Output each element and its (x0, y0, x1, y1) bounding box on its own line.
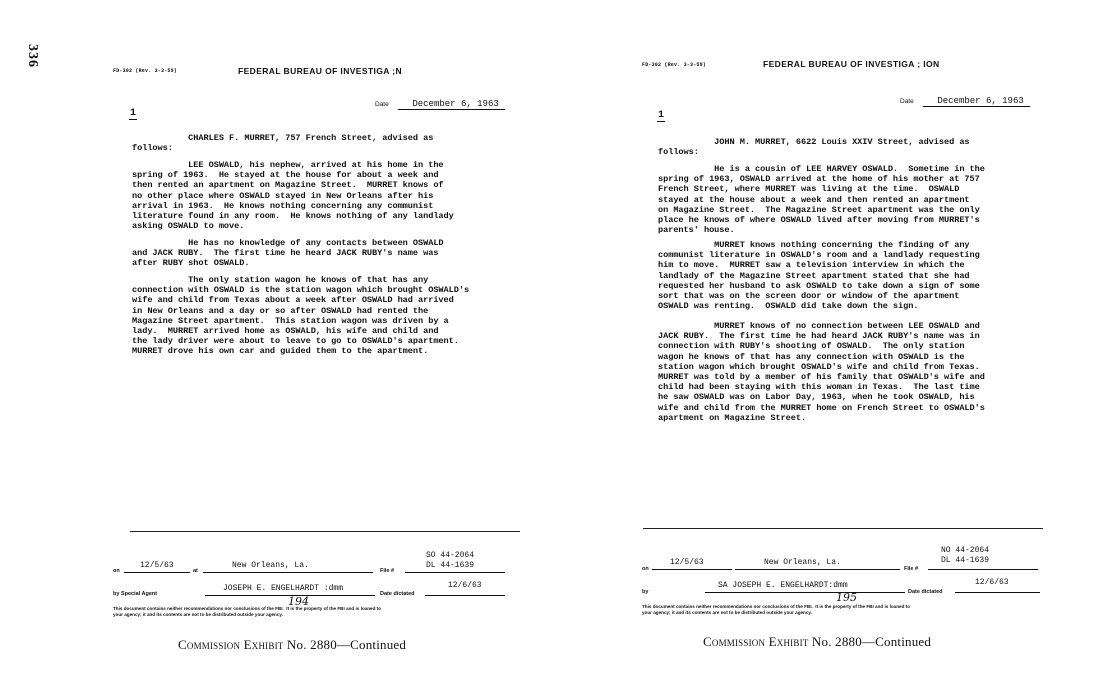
disclaimer: This document contains neither recommendations nor conclusions of the FBI. It is the property of the FBI and is loaned to your agency; it and its contents are not to be distributed outside your agency. (113, 606, 381, 617)
page-number: 336 (25, 44, 40, 68)
left-document (0, 0, 520, 691)
on-label: on (113, 568, 120, 574)
date-line (375, 93, 505, 111)
paragraph-4: The only station wagon he knows of that has any connection with OSWALD is the station wagon which brought OSWALD's wife and child from Texas about a week after OSWALD had arrived in New Orleans and a day or so after OSWALD had rented the Magazine Street apartment. This station wagon was driven by a lady. MURRET arrived home as OSWALD, his wife and child and the lady driver were about to leave to go to OSWALD's apartment. MURRET drove his own car and guided them to the apartment. (132, 275, 470, 357)
section-number: 1 (130, 108, 137, 119)
on-label: on (642, 566, 649, 572)
file-underline (928, 569, 1038, 570)
disclaimer: This document contains neither recommendations nor conclusions of the FBI. It is the property of the FBI and is loaned to your agency; it and its contents are not to be distributed outside your agency. (642, 604, 910, 615)
dictated-label: Date dictated (908, 589, 943, 595)
agent-underline (705, 592, 905, 593)
form-rule (130, 531, 520, 532)
dictated-underline (955, 592, 1040, 593)
on-value: 12/5/63 (670, 558, 704, 567)
file-value-2: DL 44-1639 (426, 561, 475, 570)
dictated-label: Date dictated (380, 591, 415, 597)
file-label: File # (380, 568, 395, 574)
exhibit-caption (703, 634, 931, 650)
on-value: 12/5/63 (140, 561, 174, 570)
date-label: Date (375, 101, 389, 108)
paragraph-2: LEE OSWALD, his nephew, arrived at his home in the spring of 1963. He stayed at the house for about a week and then rented an apartment on Magazine Street. MURRET knows of no other place where OSWALD stayed in New Orleans after his arrival in 1963. He knows nothing concerning any communist literature found in any room. He knows nothing of any landlady asking OSWALD to move. (132, 160, 454, 232)
file-underline (405, 572, 505, 573)
form-rule (643, 528, 1043, 529)
agent-value: JOSEPH E. ENGELHARDT :dmm (223, 584, 344, 593)
file-label: File # (904, 566, 919, 572)
file-value-1: NO 44-2064 (941, 546, 990, 555)
bureau-header: FEDERAL BUREAU OF INVESTIGA ; ION (763, 59, 940, 69)
handwritten-number: 195 (836, 591, 857, 604)
date-value: December 6, 1963 (398, 99, 504, 110)
agent-value: SA JOSEPH E. ENGELHARDT:dmm (718, 581, 848, 590)
exhibit-word-commission: Commission (703, 634, 766, 649)
at-label: at (193, 568, 198, 574)
file-value-2: DL 44-1639 (941, 556, 990, 565)
on-underline (124, 572, 190, 573)
exhibit-word-exhibit: Exhibit (243, 637, 284, 652)
date-label: Date (900, 98, 914, 105)
dictated-value: 12/6/63 (448, 581, 482, 590)
right-document (530, 0, 1050, 691)
bureau-header: FEDERAL BUREAU OF INVESTIGA ;N (238, 66, 403, 76)
dictated-underline (425, 595, 505, 596)
section-number: 1 (658, 110, 665, 121)
dictated-value: 12/6/63 (975, 578, 1009, 587)
date-line (900, 90, 1030, 108)
agent-label: by (642, 589, 649, 595)
exhibit-number: No. 2880—Continued (808, 634, 932, 649)
paragraph-3: He has no knowledge of any contacts between OSWALD and JACK RUBY. The first time he heard JACK RUBY's name was after RUBY shot OSWALD. (132, 238, 444, 269)
date-value: December 6, 1963 (923, 96, 1029, 107)
exhibit-number: No. 2880—Continued (283, 637, 407, 652)
exhibit-word-commission: Commission (178, 637, 241, 652)
paragraph-2: He is a cousin of LEE HARVEY OSWALD. Sometime in the spring of 1963, OSWALD arrived at the home of his mother at 757 French Street, where MURRET was living at the time. OSWALD stayed at the house about a week and then rented an apartment on Magazine Street. The Magazine Street apartment was the only place he knows of where OSWALD lived after moving from MURRET's parents' house. (658, 164, 985, 236)
paragraph-1: JOHN M. MURRET, 6622 Louis XXIV Street, advised as follows: (658, 137, 970, 158)
at-underline (203, 572, 373, 573)
form-number: FD-302 (Rev. 3-3-59) (642, 62, 707, 68)
agent-label: by Special Agent (113, 591, 158, 597)
paragraph-1: CHARLES F. MURRET, 757 French Street, advised as follows: (132, 133, 434, 154)
at-underline (735, 569, 900, 570)
on-underline (652, 569, 732, 570)
exhibit-word-exhibit: Exhibit (768, 634, 809, 649)
paragraph-4: MURRET knows of no connection between LEE OSWALD and JACK RUBY. The first time he had heard JACK RUBY's name was in connection with RUBY's shooting of OSWALD. The only station wagon he knows of that has any connection with OSWALD is the station wagon which brought OSWALD's wife and child from Texas. MURRET was told by a member of his family that OSWALD's wife and child had been staying with this woman in Texas. The last time he saw OSWALD was on Labor Day, 1963, when he took OSWALD, his wife and child from the MURRET home on French Street to OSWALD's apartment on Magazine Street. (658, 321, 985, 423)
file-value-1: SO 44-2064 (426, 551, 475, 560)
paragraph-3: MURRET knows nothing concerning the finding of any communist literature in OSWALD's room and a landlady requesting him to move. MURRET saw a television interview in which the landlady of the Magazine Street apartment stated that she had requested her husband to ask OSWALD to take down a sign of some sort that was on the screen door or window of the apartment OSWALD was renting. OSWALD did take down the sign. (658, 240, 980, 312)
exhibit-caption (178, 637, 406, 653)
at-value: New Orleans, La. (232, 561, 309, 570)
form-number: FD-302 (Rev. 3-3-59) (113, 68, 178, 74)
handwritten-number: 194 (288, 595, 309, 608)
at-value: New Orleans, La. (764, 558, 841, 567)
